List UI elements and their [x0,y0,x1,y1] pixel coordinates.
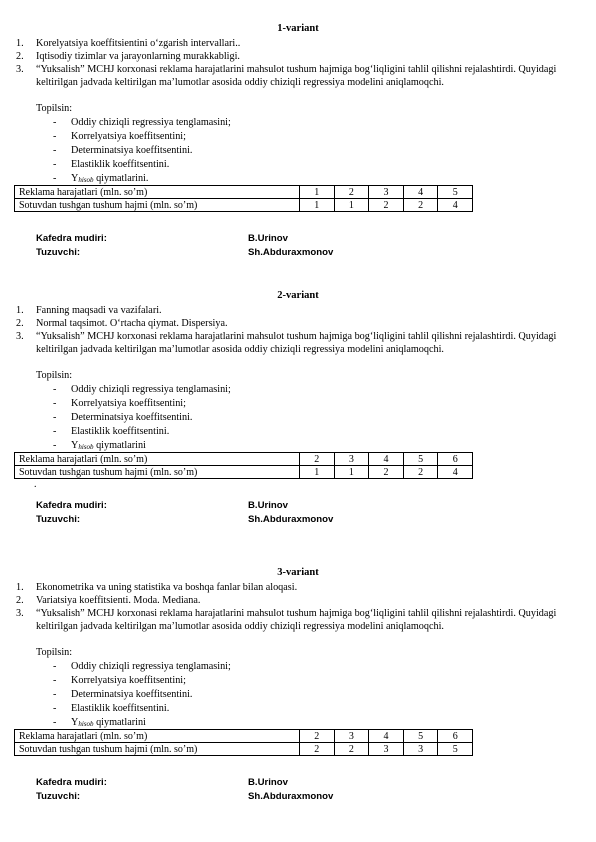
kafedra-label: Kafedra mudiri: [36,233,107,244]
table-cell: 6 [438,453,473,466]
topilsin-label: Topilsin: [36,103,73,114]
table-row-tushum [15,199,473,212]
table-row-reklama [15,453,473,466]
question-1-text: Fanning maqsadi va vazifalari. [36,305,162,316]
tuzuvchi-name: Sh.Abduraxmonov [248,791,334,802]
table-cell: 2 [334,186,369,199]
tuzuvchi-label: Tuzuvchi: [36,791,81,802]
table-cell: 2 [369,199,404,212]
table-cell: 1 [300,186,335,199]
tuzuvchi-label: Tuzuvchi: [36,514,81,525]
table-cell: 2 [300,743,335,756]
table-cell: 3 [369,743,404,756]
table-cell: 1 [300,199,335,212]
kafedra-name: B.Urinov [248,777,288,788]
data-table [14,729,473,756]
table-cell: 3 [369,186,404,199]
table-cell: 2 [369,466,404,479]
table-cell: 3 [334,730,369,743]
question-2-text: Variatsiya koeffitsienti. Moda. Mediana. [36,595,201,606]
table-cell: 4 [438,466,473,479]
table-cell: 3 [403,743,438,756]
topilsin-label: Topilsin: [36,647,73,658]
tuzuvchi-name: Sh.Abduraxmonov [248,514,334,525]
table-cell: 4 [403,186,438,199]
topilsin-label: Topilsin: [36,370,73,381]
row-label: Reklama harajatlari (mln. so’m) [15,730,300,743]
question-3-text: “Yuksalish” MCHJ korxonasi reklama harajatlarini mahsulot tushum hajmiga bog‘liqligini tahlil qilishni rejalashtirdi. Quyidagi keltirilgan jadvada keltirilgan ma’lumotlar asosida oddiy chiziqli regressiya modelini aniqlamoqchi. [36,331,557,355]
table-cell: 2 [403,199,438,212]
question-3-text: “Yuksalish” MCHJ korxonasi reklama harajatlarini mahsulot tushum hajmiga bog‘liqligini tahlil qilishni rejalashtirdi. Quyidagi keltirilgan jadvada keltirilgan ma’lumotlar asosida oddiy chiziqli regressiya modelini aniqlamoqchi. [36,608,557,632]
table-cell: 1 [300,466,335,479]
variant-title: 1-variant [277,23,319,34]
table-cell: 5 [403,453,438,466]
table-cell: 1 [334,466,369,479]
tuzuvchi-label: Tuzuvchi: [36,247,81,258]
row-label: Reklama harajatlari (mln. so’m) [15,453,300,466]
question-2-text: Normal taqsimot. O‘rtacha qiymat. Dispersiya. [36,318,228,329]
table-cell: 3 [334,453,369,466]
table-cell: 4 [438,199,473,212]
table-cell: 6 [438,730,473,743]
stray-dot: . [34,479,37,490]
table-row-reklama [15,730,473,743]
table-cell: 4 [369,453,404,466]
variant-title: 3-variant [277,567,319,578]
table-cell: 5 [438,743,473,756]
tuzuvchi-name: Sh.Abduraxmonov [248,247,334,258]
data-table [14,185,473,212]
row-label: Reklama harajatlari (mln. so’m) [15,186,300,199]
row-label: Sotuvdan tushgan tushum hajmi (mln. so’m) [15,199,300,212]
table-row-reklama [15,186,473,199]
kafedra-name: B.Urinov [248,500,288,511]
question-3-text: “Yuksalish” MCHJ korxonasi reklama harajatlarini mahsulot tushum hajmiga bog‘liqligini tahlil qilishni rejalashtirdi. Quyidagi keltirilgan jadvada keltirilgan ma’lumotlar asosida oddiy chiziqli regressiya modelini aniqlamoqchi. [36,64,557,88]
table-cell: 2 [334,743,369,756]
table-cell: 5 [438,186,473,199]
kafedra-label: Kafedra mudiri: [36,500,107,511]
table-cell: 2 [300,453,335,466]
data-table [14,452,473,479]
row-label: Sotuvdan tushgan tushum hajmi (mln. so’m) [15,743,300,756]
table-cell: 1 [334,199,369,212]
table-row-tushum [15,466,473,479]
table-row-tushum [15,743,473,756]
table-cell: 4 [369,730,404,743]
question-1-text: Ekonometrika va uning statistika va boshqa fanlar bilan aloqasi. [36,582,298,593]
kafedra-label: Kafedra mudiri: [36,777,107,788]
table-cell: 2 [403,466,438,479]
table-cell: 2 [300,730,335,743]
table-cell: 5 [403,730,438,743]
question-2-text: Iqtisodiy tizimlar va jarayonlarning murakkabligi. [36,51,240,62]
variant-title: 2-variant [277,290,319,301]
question-1-text: Korelyatsiya koeffitsientini o‘zgarish intervallari.. [36,38,241,49]
row-label: Sotuvdan tushgan tushum hajmi (mln. so’m) [15,466,300,479]
kafedra-name: B.Urinov [248,233,288,244]
